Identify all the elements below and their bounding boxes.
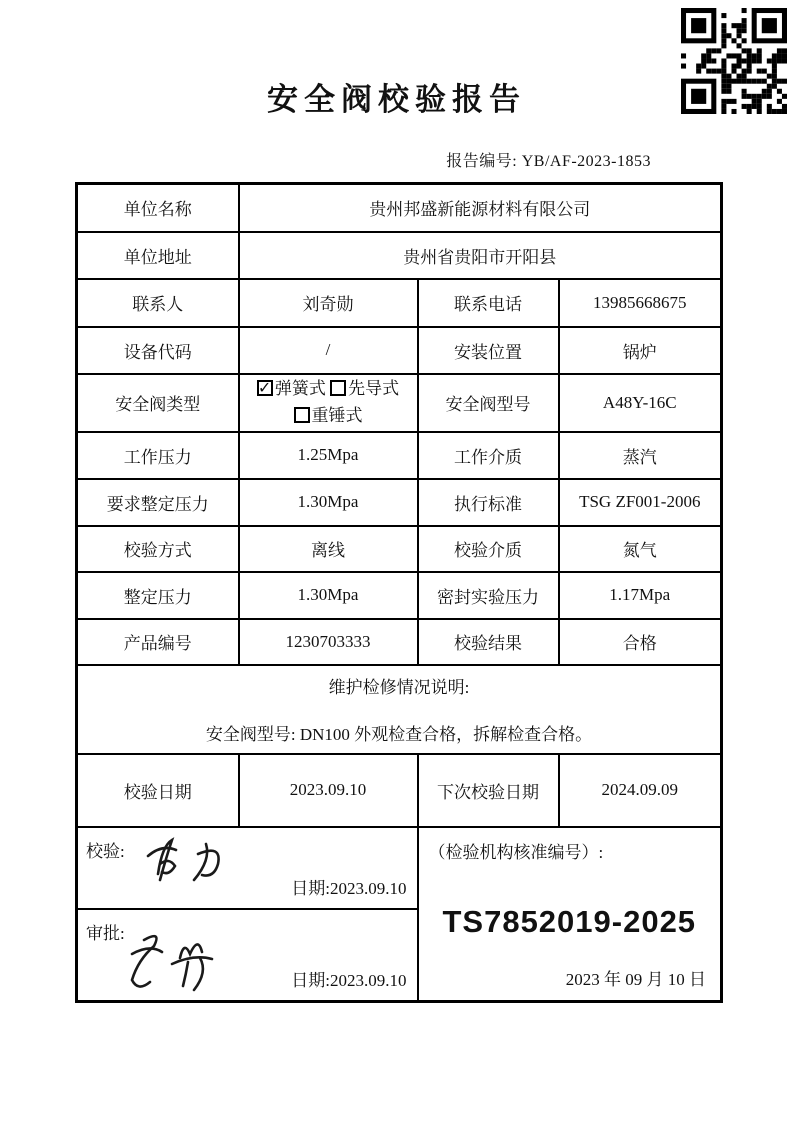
table-row — [77, 619, 722, 665]
field-label-next-calibration-date: 下次校验日期 — [418, 754, 559, 827]
report-table — [75, 182, 723, 1003]
valve-type-option-label: 弹簧式 — [274, 379, 326, 399]
field-value-seal-test-pressure: 1.17Mpa — [559, 572, 722, 619]
table-row — [77, 327, 722, 374]
field-value-calibration-medium: 氮气 — [559, 526, 722, 572]
field-label-result: 校验结果 — [418, 619, 559, 665]
valve-type-option-weight — [294, 406, 363, 425]
approver-date: 日期:2023.09.10 — [291, 971, 407, 990]
field-value-required-set-pressure: 1.30Mpa — [239, 479, 418, 526]
valve-type-option-label: 先导式 — [348, 379, 400, 399]
valve-type-option-spring — [257, 379, 326, 398]
approver-signature — [122, 926, 252, 1000]
field-label-product-no: 产品编号 — [77, 619, 239, 665]
field-label-contact: 联系人 — [77, 279, 239, 327]
inspection-org-cell — [418, 827, 722, 1002]
field-label-standard: 执行标准 — [418, 479, 559, 526]
checkbox-unchecked-icon — [294, 407, 310, 423]
field-value-phone: 13985668675 — [559, 279, 722, 327]
field-label-unit-name: 单位名称 — [77, 184, 239, 232]
org-approval-code: TS7852019-2025 — [442, 903, 697, 939]
field-label-unit-address: 单位地址 — [77, 232, 239, 279]
verifier-signature — [136, 830, 256, 892]
field-value-contact: 刘奇勋 — [239, 279, 418, 327]
table-row — [77, 665, 722, 754]
field-label-working-medium: 工作介质 — [418, 432, 559, 479]
field-value-working-medium: 蒸汽 — [559, 432, 722, 479]
field-value-device-code: / — [239, 327, 418, 374]
field-value-standard: TSG ZF001-2006 — [559, 479, 722, 526]
table-row — [77, 432, 722, 479]
report-number-value: YB/AF-2023-1853 — [521, 153, 651, 170]
maintenance-notes-line: 安全阀型号: DN100 外观检查合格，拆解检查合格。 — [205, 725, 593, 744]
table-row — [77, 184, 722, 232]
table-row — [77, 232, 722, 279]
org-approval-date: 2023 年 09 月 10 日 — [565, 970, 707, 989]
field-value-valve-model: A48Y-16C — [559, 374, 722, 432]
field-label-seal-test-pressure: 密封实验压力 — [418, 572, 559, 619]
field-label-set-pressure: 整定压力 — [77, 572, 239, 619]
table-row — [77, 374, 722, 432]
field-label-calibration-method: 校验方式 — [77, 526, 239, 572]
table-row — [77, 526, 722, 572]
report-number — [446, 148, 651, 171]
field-label-device-code: 设备代码 — [77, 327, 239, 374]
maintenance-notes — [77, 665, 722, 754]
field-value-unit-address: 贵州省贵阳市开阳县 — [239, 232, 722, 279]
field-value-next-calibration-date: 2024.09.09 — [559, 754, 722, 827]
maintenance-notes-title: 维护检修情况说明: — [328, 678, 470, 697]
field-label-phone: 联系电话 — [418, 279, 559, 327]
field-value-valve-type — [239, 374, 418, 432]
field-value-calibration-method: 离线 — [239, 526, 418, 572]
verifier-date: 日期:2023.09.10 — [291, 878, 407, 898]
field-label-valve-type: 安全阀类型 — [77, 374, 239, 432]
check-icon: ✓ — [257, 378, 272, 398]
field-value-working-pressure: 1.25Mpa — [239, 432, 418, 479]
approver-sign-cell — [77, 909, 418, 1002]
field-label-install-location: 安装位置 — [418, 327, 559, 374]
field-label-valve-model: 安全阀型号 — [418, 374, 559, 432]
page-title: 安全阀校验报告 — [267, 82, 526, 117]
report-number-label: 报告编号: — [446, 153, 522, 170]
qr-code-icon — [681, 8, 787, 114]
field-value-product-no: 1230703333 — [239, 619, 418, 665]
org-approval-label: （检验机构核准编号）: — [428, 842, 604, 862]
field-value-install-location: 锅炉 — [559, 327, 722, 374]
field-label-calibration-date: 校验日期 — [77, 754, 239, 827]
table-row — [77, 572, 722, 619]
field-label-required-set-pressure: 要求整定压力 — [77, 479, 239, 526]
field-value-unit-name: 贵州邦盛新能源材料有限公司 — [239, 184, 722, 232]
field-value-result: 合格 — [559, 619, 722, 665]
verifier-sign-cell — [77, 827, 418, 909]
verifier-label: 校验: — [86, 841, 125, 861]
table-row — [77, 827, 722, 909]
field-label-working-pressure: 工作压力 — [77, 432, 239, 479]
table-row — [77, 279, 722, 327]
table-row — [77, 754, 722, 827]
checkbox-checked-icon — [257, 380, 273, 396]
approver-label: 审批: — [86, 923, 125, 943]
field-label-calibration-medium: 校验介质 — [418, 526, 559, 572]
field-value-calibration-date: 2023.09.10 — [239, 754, 418, 827]
valve-type-option-label: 重锤式 — [311, 405, 363, 425]
table-row — [77, 479, 722, 526]
field-value-set-pressure: 1.30Mpa — [239, 572, 418, 619]
valve-type-option-pilot — [330, 379, 399, 398]
checkbox-unchecked-icon — [330, 380, 346, 396]
